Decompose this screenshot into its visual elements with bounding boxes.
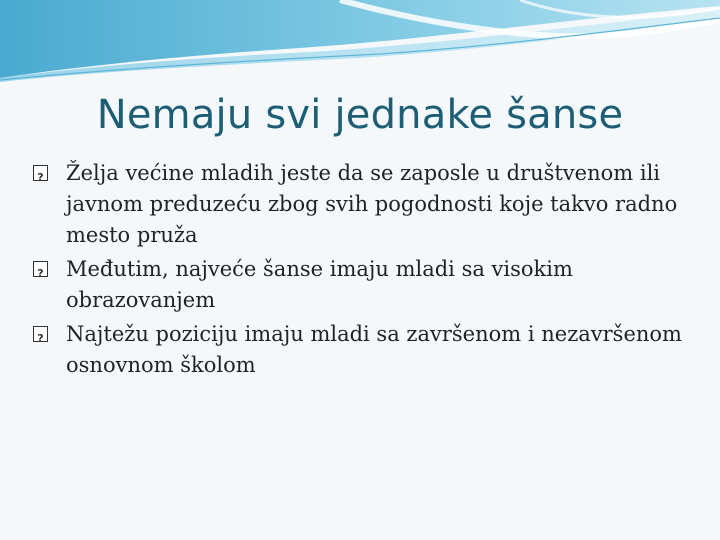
- missing-glyph-icon: [33, 261, 48, 277]
- bullet-item: [32, 319, 692, 381]
- bullet-list: [32, 158, 692, 384]
- slide-title: Nemaju svi jednake šanse: [96, 92, 624, 138]
- bullet-text: Međutim, najveće šanse imaju mladi sa visokim obrazovanjem: [66, 257, 573, 312]
- bullet-text: Želja većine mladih jeste da se zaposle u društvenom ili javnom preduzeću zbog svih pogodnosti koje takvo radno mesto pruža: [66, 161, 678, 247]
- header-wave-decoration: [0, 0, 720, 90]
- bullet-item: [32, 158, 692, 251]
- missing-glyph-icon: [33, 165, 48, 181]
- bullet-text: Najtežu poziciju imaju mladi sa završenom i nezavršenom osnovnom školom: [66, 322, 682, 377]
- bullet-item: [32, 254, 692, 316]
- missing-glyph-icon: [33, 326, 48, 342]
